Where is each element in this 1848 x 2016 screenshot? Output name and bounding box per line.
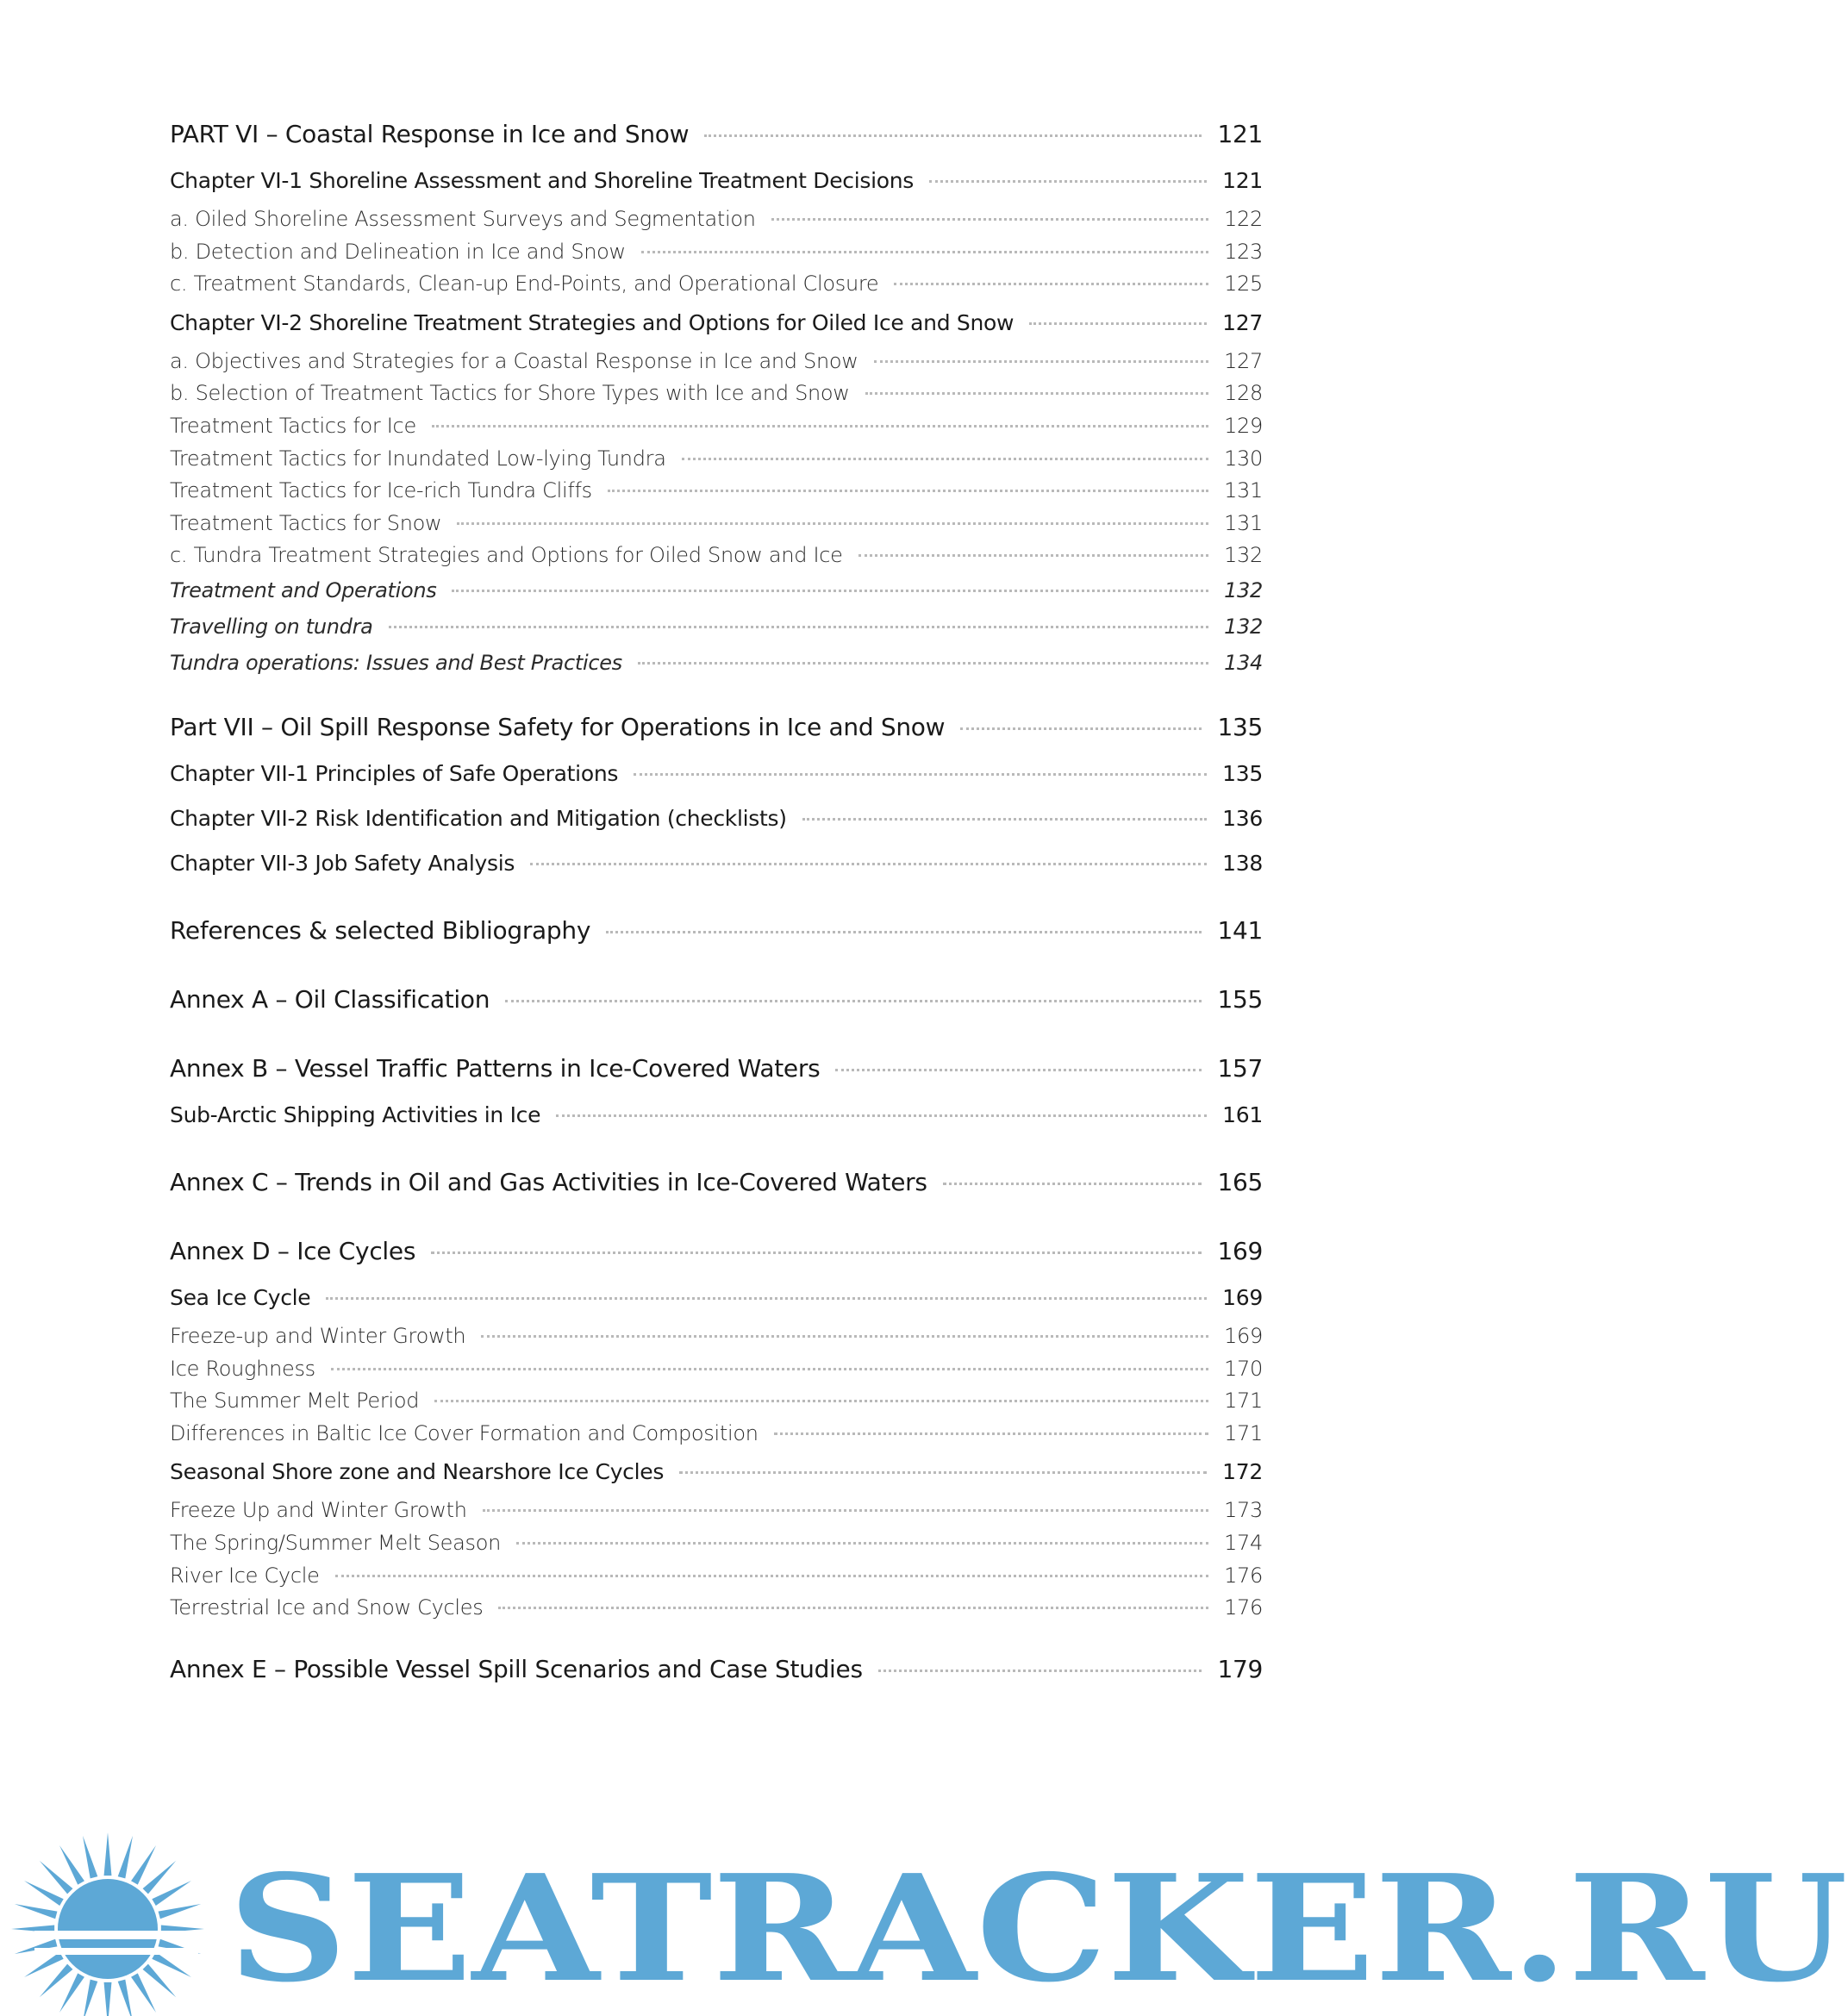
dot-leader [679,1470,1207,1474]
dot-leader [483,1508,1208,1512]
sun-ray [143,1964,177,1998]
dot-leader [943,1182,1202,1185]
toc-entry-annex-b[interactable] [170,1045,1263,1093]
sun-ray [83,1836,97,1879]
sun-ray [131,1973,156,2013]
watermark-text: SEATRACKER.RU [228,1843,1848,2015]
toc-entry-title: Sea Ice Cycle [170,1284,311,1310]
toc-entry[interactable] [170,378,1263,410]
toc-entry[interactable] [170,1560,1263,1593]
toc-entry-title: Treatment Tactics for Ice-rich Tundra Cliffs [170,478,592,503]
toc-entry-references[interactable] [170,907,1263,955]
toc-entry-page: 132 [1224,543,1263,568]
dot-leader [835,1068,1202,1071]
sun-ray [143,1861,177,1894]
dot-leader [457,521,1208,525]
toc-entry-sub-arctic-shipping[interactable] [170,1093,1263,1138]
toc-entry-title: Tundra operations: Issues and Best Practices [170,650,622,675]
toc-entry-title: Chapter VII-3 Job Safety Analysis [170,850,515,876]
toc-entry[interactable] [170,1385,1263,1418]
toc-entry[interactable] [170,540,1263,572]
sun-ray [24,1952,64,1977]
toc-entry-page: 123 [1224,239,1263,264]
toc-entry-sea-ice-cycle[interactable] [170,1276,1263,1320]
dot-leader [389,625,1208,628]
toc-entry-annex-c[interactable] [170,1158,1263,1207]
toc-entry-page: 135 [1222,760,1263,786]
dot-leader [608,489,1208,492]
toc-entry-part-vii[interactable] [170,703,1263,752]
toc-entry[interactable] [170,443,1263,476]
toc-entry[interactable] [170,508,1263,540]
toc-entry-page: 132 [1224,577,1263,602]
dot-leader [432,424,1208,428]
toc-entry-page: 172 [1222,1459,1263,1485]
sun-icon [0,1827,224,2016]
dot-leader [452,589,1208,592]
toc-entry-title: Part VII – Oil Spill Response Safety for Operations in Ice and Snow [170,712,946,741]
toc-entry-page: 169 [1222,1284,1263,1310]
toc-entry-chapter-vi-1[interactable] [170,159,1263,203]
toc-entry-page: 125 [1224,272,1263,296]
dot-leader [960,727,1202,730]
dot-leader [530,862,1207,865]
dot-leader [682,457,1208,460]
toc-entry-title: Treatment Tactics for Snow [170,510,442,535]
dot-leader [874,359,1208,363]
toc-entry-page: 128 [1224,381,1263,406]
sun-ray [118,1836,133,1879]
toc-entry-page: 170 [1224,1356,1263,1381]
toc-entry-page: 136 [1222,805,1263,831]
toc-entry-title: Annex E – Possible Vessel Spill Scenarios and Case Studies [170,1654,863,1683]
toc-entry-title: Freeze-up and Winter Growth [170,1323,466,1348]
dot-leader [498,1606,1208,1609]
dot-leader [774,1432,1208,1435]
toc-entry-page: 130 [1224,446,1263,471]
toc-entry-annex-d[interactable] [170,1227,1263,1276]
toc-entry-title: Chapter VI-2 Shoreline Treatment Strategies and Options for Oiled Ice and Snow [170,309,1015,335]
dot-leader [431,1251,1202,1254]
toc-entry-title: Freeze Up and Winter Growth [170,1498,467,1523]
toc-entry-title: Travelling on tundra [170,614,373,639]
dot-leader [771,217,1208,221]
toc-entry-title: Differences in Baltic Ice Cover Formation and Composition [170,1420,759,1445]
dot-leader [434,1399,1208,1402]
toc-entry[interactable] [170,1418,1263,1451]
dot-leader [505,999,1202,1002]
dot-leader [802,817,1208,821]
toc-entry-page: 165 [1217,1167,1263,1196]
toc-entry-page: 176 [1224,1563,1263,1588]
toc-entry-page: 121 [1217,120,1263,148]
sun-ray [131,1845,156,1885]
dot-leader [606,930,1202,933]
toc-entry-title: Annex B – Vessel Traffic Patterns in Ice-Covered Waters [170,1053,821,1083]
toc-entry-chapter-vii-1[interactable] [170,752,1263,796]
toc-entry[interactable] [170,1495,1263,1527]
sun-ray [40,1861,73,1894]
toc-entry-annex-e[interactable] [170,1645,1263,1694]
dot-leader [858,553,1208,557]
toc-entry[interactable] [170,609,1263,645]
toc-entry-page: 179 [1217,1654,1263,1683]
toc-entry-page: 171 [1224,1389,1263,1414]
sun-ray [59,1973,84,2013]
toc-entry-page: 138 [1222,850,1263,876]
toc-entry-title: Chapter VII-1 Principles of Safe Operations [170,760,619,786]
sun-ray [59,1845,84,1885]
toc-entry-page: 174 [1224,1530,1263,1555]
toc-entry-page: 169 [1224,1323,1263,1348]
toc-entry-page: 171 [1224,1420,1263,1445]
toc-entry-title: a. Oiled Shoreline Assessment Surveys and Segmentation [170,207,756,231]
toc-entry-title: Sub-Arctic Shipping Activities in Ice [170,1102,541,1127]
sun-ray [159,1904,202,1919]
dot-leader [704,134,1202,137]
toc-entry-title: Treatment Tactics for Inundated Low-lying Tundra [170,446,666,471]
dot-leader [634,772,1207,776]
toc-entry-page: 129 [1224,413,1263,438]
toc-entry-title: Annex C – Trends in Oil and Gas Activities in Ice-Covered Waters [170,1167,927,1196]
sun-ray [152,1952,191,1977]
toc-entry-page: 169 [1217,1236,1263,1265]
toc-entry-title: The Spring/Summer Melt Season [170,1530,502,1555]
dot-leader [516,1541,1208,1545]
toc-entry[interactable] [170,1320,1263,1353]
dot-leader [638,661,1208,665]
toc-entry-page: 131 [1224,510,1263,535]
toc-entry-part-vi[interactable] [170,110,1263,159]
dot-leader [481,1334,1208,1338]
toc-entry-title: River Ice Cycle [170,1563,320,1588]
toc-entry[interactable] [170,645,1263,681]
table-of-contents [170,110,1263,1694]
sun-ray [24,1881,64,1906]
toc-entry-title: Chapter VI-1 Shoreline Assessment and Shoreline Treatment Decisions [170,168,915,193]
dot-leader [865,391,1208,395]
toc-entry[interactable] [170,572,1263,609]
toc-entry-page: 173 [1224,1498,1263,1523]
dot-leader [929,179,1207,183]
sun-ray [152,1881,191,1906]
sun-ray [15,1904,58,1919]
toc-entry-title: Terrestrial Ice and Snow Cycles [170,1595,484,1620]
toc-entry[interactable] [170,268,1263,301]
toc-entry[interactable] [170,1527,1263,1560]
toc-entry-title: c. Tundra Treatment Strategies and Options for Oiled Snow and Ice [170,543,843,568]
dot-leader [326,1296,1207,1300]
toc-entry-chapter-vi-2[interactable] [170,301,1263,346]
toc-entry-title: Treatment and Operations [170,577,437,602]
toc-entry-title: Chapter VII-2 Risk Identification and Mitigation (checklists) [170,805,787,831]
toc-entry-title: PART VI – Coastal Response in Ice and Snow [170,120,690,148]
toc-entry-page: 121 [1222,168,1263,193]
toc-entry-title: Annex A – Oil Classification [170,984,490,1014]
toc-entry-title: References & selected Bibliography [170,915,591,945]
toc-entry-chapter-vii-2[interactable] [170,796,1263,841]
toc-entry-page: 155 [1217,984,1263,1014]
toc-entry-page: 176 [1224,1595,1263,1620]
toc-entry-title: a. Objectives and Strategies for a Coastal Response in Ice and Snow [170,348,858,373]
toc-entry-page: 132 [1224,614,1263,639]
dot-leader [556,1114,1207,1117]
sun-ray [40,1964,73,1998]
toc-entry-page: 161 [1222,1102,1263,1127]
toc-entry[interactable] [170,236,1263,269]
toc-entry[interactable] [170,1353,1263,1386]
toc-entry[interactable] [170,475,1263,508]
dot-leader [878,1669,1202,1672]
sun-ray [83,1980,97,2016]
toc-entry[interactable] [170,410,1263,443]
toc-entry-title: Ice Roughness [170,1356,315,1381]
toc-entry-page: 141 [1217,915,1263,945]
sun-ray [118,1980,133,2016]
toc-entry-page: 131 [1224,478,1263,503]
toc-entry-page: 135 [1217,712,1263,741]
toc-entry-title: b. Detection and Delineation in Ice and Snow [170,239,626,264]
toc-entry-title: Treatment Tactics for Ice [170,413,416,438]
toc-entry-seasonal-shore-zone[interactable] [170,1450,1263,1495]
toc-entry-page: 122 [1224,207,1263,231]
toc-entry-annex-a[interactable] [170,976,1263,1024]
dot-leader [894,282,1208,285]
toc-entry-page: 134 [1224,650,1263,675]
dot-leader [331,1367,1208,1370]
dot-leader [335,1574,1209,1577]
toc-entry-page: 127 [1222,309,1263,335]
toc-entry-chapter-vii-3[interactable] [170,841,1263,886]
toc-entry[interactable] [170,1592,1263,1625]
toc-entry-title: Seasonal Shore zone and Nearshore Ice Cycles [170,1459,665,1485]
toc-entry-page: 127 [1224,348,1263,373]
sun-ray [104,1832,112,1876]
toc-entry[interactable] [170,203,1263,236]
toc-entry-title: c. Treatment Standards, Clean-up End-Points, and Operational Closure [170,272,879,296]
dot-leader [641,250,1208,253]
toc-entry-page: 157 [1217,1053,1263,1083]
toc-entry-title: b. Selection of Treatment Tactics for Shore Types with Ice and Snow [170,381,850,406]
sun-ray [104,1982,112,2016]
toc-entry[interactable] [170,346,1263,378]
dot-leader [1029,321,1207,325]
toc-entry-title: The Summer Melt Period [170,1389,420,1414]
toc-entry-title: Annex D – Ice Cycles [170,1236,416,1265]
